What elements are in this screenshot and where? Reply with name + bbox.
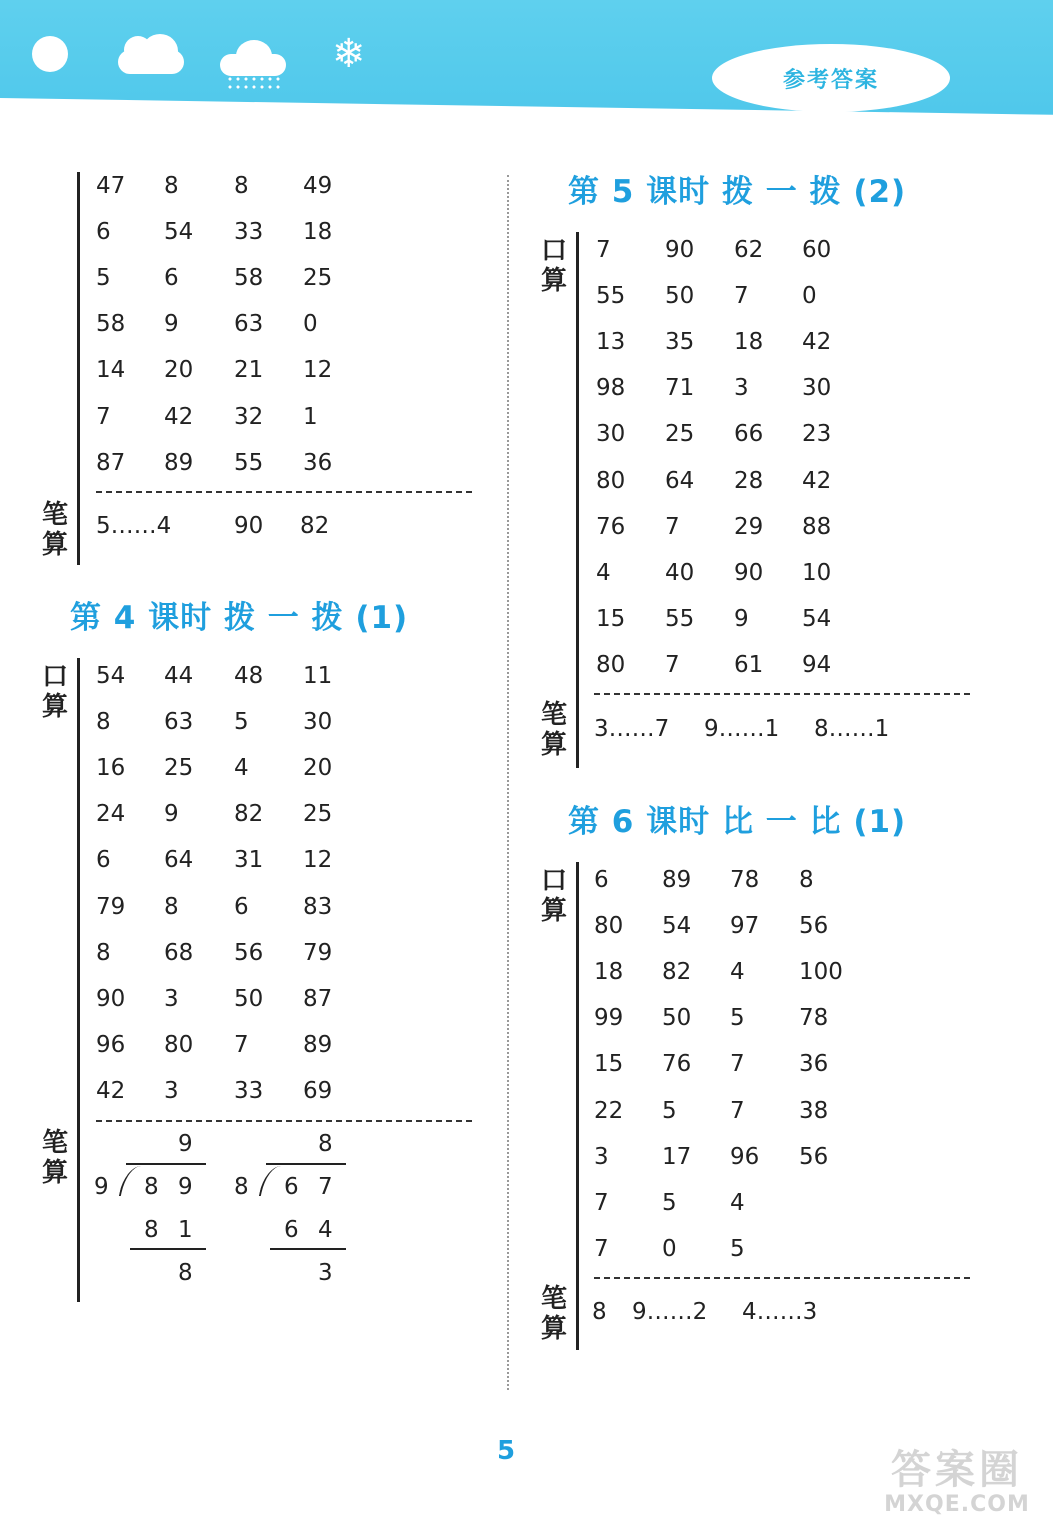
grid-cell: 90 (96, 985, 126, 1012)
divisor: 8 (234, 1174, 249, 1200)
grid-cell: 89 (662, 867, 692, 893)
grid-cell: 55 (234, 449, 264, 476)
lesson-4-dash-separator (96, 1120, 472, 1122)
grid-cell: 25 (303, 265, 333, 292)
grid-cell: 90 (734, 559, 764, 586)
remainder: 3 (318, 1260, 333, 1286)
remainder: 8 (178, 1260, 193, 1286)
division-bar (126, 1163, 206, 1165)
grid-cell: 96 (730, 1143, 760, 1170)
grid-cell: 12 (303, 357, 333, 384)
grid-cell: 9 (164, 311, 179, 338)
grid-cell: 0 (662, 1235, 677, 1262)
grid-cell: 100 (799, 959, 843, 986)
divisor: 9 (94, 1174, 109, 1200)
grid-cell: 17 (662, 1143, 692, 1170)
grid-cell: 8 (164, 173, 179, 199)
grid-cell: 0 (303, 311, 318, 338)
grid-cell: 31 (234, 847, 264, 874)
grid-cell: 8 (164, 893, 179, 920)
division-bracket (259, 1166, 281, 1196)
grid-cell: 89 (303, 1031, 333, 1058)
site-watermark (872, 1448, 1042, 1518)
grid-cell: 68 (164, 939, 194, 966)
grid-cell: 30 (802, 375, 832, 402)
grid-cell: 9 (734, 605, 749, 632)
grid-cell: 10 (802, 559, 832, 586)
grid-cell: 61 (734, 651, 764, 678)
product-digit: 8 (144, 1217, 159, 1243)
grid-cell: 4 (730, 1189, 745, 1216)
grid-cell: 13 (596, 329, 626, 356)
grid-cell: 78 (730, 867, 760, 893)
grid-cell: 78 (799, 1005, 829, 1032)
grid-cell: 25 (164, 755, 194, 782)
grid-cell: 20 (164, 357, 194, 384)
written-answer: 9……2 (632, 1299, 708, 1325)
grid-cell: 24 (96, 801, 126, 828)
grid-cell: 80 (164, 1031, 194, 1058)
grid-cell: 6 (164, 265, 179, 292)
grid-cell: 58 (96, 311, 126, 338)
lesson-4-vertical-rule (77, 658, 80, 1302)
grid-cell: 7 (594, 1189, 609, 1216)
written-answer: 82 (300, 513, 330, 539)
grid-cell: 8 (234, 173, 249, 199)
grid-cell: 48 (234, 663, 264, 689)
grid-cell: 38 (799, 1097, 829, 1124)
grid-cell: 60 (802, 237, 832, 263)
grid-cell: 6 (96, 847, 111, 874)
grid-cell: 4 (730, 959, 745, 986)
grid-cell: 18 (303, 219, 333, 246)
grid-cell: 42 (96, 1077, 126, 1104)
grid-cell: 71 (665, 375, 695, 402)
grid-cell: 50 (234, 985, 264, 1012)
grid-cell: 69 (303, 1077, 333, 1104)
subtraction-bar (270, 1248, 346, 1250)
grid-cell: 79 (96, 893, 126, 920)
grid-cell: 42 (164, 403, 194, 430)
grid-cell: 82 (234, 801, 264, 828)
grid-cell: 5 (234, 709, 249, 736)
grid-cell: 4 (234, 755, 249, 782)
division-bracket (119, 1166, 141, 1196)
written-calc-label: 笔算 (41, 500, 68, 560)
product-digit: 1 (178, 1217, 193, 1243)
dividend-digit: 7 (318, 1174, 333, 1200)
grid-cell: 87 (96, 449, 126, 476)
grid-cell: 55 (596, 283, 626, 310)
grid-cell: 7 (596, 237, 611, 263)
left-top-dash-separator (96, 491, 472, 493)
grid-cell: 8 (96, 709, 111, 736)
written-answer: 8 (592, 1299, 607, 1325)
grid-cell: 7 (234, 1031, 249, 1058)
grid-cell: 11 (303, 663, 333, 689)
grid-cell: 7 (734, 283, 749, 310)
grid-cell: 3 (594, 1143, 609, 1170)
grid-cell: 5 (730, 1235, 745, 1262)
grid-cell: 56 (799, 1143, 829, 1170)
written-calc-label: 笔算 (540, 700, 567, 760)
grid-cell: 99 (594, 1005, 624, 1032)
grid-cell: 56 (799, 913, 829, 940)
quotient: 9 (178, 1131, 193, 1157)
grid-cell: 0 (802, 283, 817, 310)
grid-cell: 16 (96, 755, 126, 782)
grid-cell: 30 (303, 709, 333, 736)
grid-cell: 54 (164, 219, 194, 246)
grid-cell: 28 (734, 467, 764, 494)
grid-cell: 7 (665, 651, 680, 678)
column-divider (507, 175, 509, 1390)
grid-cell: 7 (96, 403, 111, 430)
grid-cell: 12 (303, 847, 333, 874)
written-answer: 3……7 (594, 716, 670, 742)
grid-cell: 35 (665, 329, 695, 356)
grid-cell: 54 (662, 913, 692, 940)
grid-cell: 87 (303, 985, 333, 1012)
grid-cell: 22 (594, 1097, 624, 1124)
grid-cell: 25 (303, 801, 333, 828)
snowflake-icon: ❄ (332, 31, 366, 77)
grid-cell: 7 (730, 1097, 745, 1124)
grid-cell: 3 (164, 985, 179, 1012)
grid-cell: 15 (596, 605, 626, 632)
grid-cell: 83 (303, 893, 333, 920)
answer-badge-label: 参考答案 (782, 67, 879, 93)
lesson-5-dash-separator (594, 693, 970, 695)
grid-cell: 80 (596, 651, 626, 678)
lesson-6-vertical-rule (576, 862, 579, 1350)
grid-cell: 66 (734, 421, 764, 448)
grid-cell: 33 (234, 1077, 264, 1104)
grid-cell: 47 (96, 173, 126, 199)
grid-cell: 4 (596, 559, 611, 586)
grid-cell: 9 (164, 801, 179, 828)
grid-cell: 7 (594, 1235, 609, 1262)
sun-icon (32, 36, 68, 72)
grid-cell: 76 (596, 513, 626, 540)
grid-cell: 55 (665, 605, 695, 632)
oral-calc-label: 口算 (41, 662, 68, 722)
grid-cell: 3 (164, 1077, 179, 1104)
written-answer: 4……3 (742, 1299, 818, 1325)
dividend-digit: 9 (178, 1174, 193, 1200)
grid-cell: 89 (164, 449, 194, 476)
oral-calc-label: 口算 (540, 866, 567, 926)
lesson-6-title: 第 6 课时 比 一 比 (1) (568, 804, 907, 840)
grid-cell: 76 (662, 1051, 692, 1078)
grid-cell: 18 (594, 959, 624, 986)
grid-cell: 23 (802, 421, 832, 448)
grid-cell: 54 (802, 605, 832, 632)
written-calc-label: 笔算 (41, 1128, 68, 1188)
raindrops-icon (226, 75, 282, 91)
grid-cell: 63 (164, 709, 194, 736)
watermark-title: 答案圈 (891, 1447, 1023, 1493)
grid-cell: 20 (303, 755, 333, 782)
grid-cell: 3 (734, 375, 749, 402)
grid-cell: 42 (802, 467, 832, 494)
grid-cell: 79 (303, 939, 333, 966)
grid-cell: 54 (96, 663, 126, 689)
grid-cell: 88 (802, 513, 832, 540)
grid-cell: 64 (665, 467, 695, 494)
grid-cell: 7 (665, 513, 680, 540)
oral-calc-label: 口算 (540, 236, 567, 296)
lesson-4-title: 第 4 课时 拨 一 拨 (1) (70, 600, 409, 636)
grid-cell: 58 (234, 265, 264, 292)
grid-cell: 80 (594, 913, 624, 940)
written-answer: 9……1 (704, 716, 780, 742)
product-digit: 6 (284, 1217, 299, 1243)
grid-cell: 63 (234, 311, 264, 338)
grid-cell: 42 (802, 329, 832, 356)
grid-cell: 44 (164, 663, 194, 689)
lesson-5-title: 第 5 课时 拨 一 拨 (2) (568, 174, 907, 210)
grid-cell: 18 (734, 329, 764, 356)
grid-cell: 94 (802, 651, 832, 678)
grid-cell: 50 (662, 1005, 692, 1032)
grid-cell: 49 (303, 173, 333, 199)
grid-cell: 50 (665, 283, 695, 310)
grid-cell: 36 (303, 449, 333, 476)
subtraction-bar (130, 1248, 206, 1250)
grid-cell: 90 (665, 237, 695, 263)
grid-cell: 64 (164, 847, 194, 874)
grid-cell: 5 (96, 265, 111, 292)
product-digit: 4 (318, 1217, 333, 1243)
dividend-digit: 8 (144, 1174, 159, 1200)
cloud-sun-icon (118, 30, 188, 76)
grid-cell: 40 (665, 559, 695, 586)
written-answer: 90 (234, 513, 264, 539)
grid-cell: 36 (799, 1051, 829, 1078)
grid-cell: 32 (234, 403, 264, 430)
grid-cell: 5 (662, 1097, 677, 1124)
grid-cell: 7 (730, 1051, 745, 1078)
grid-cell: 6 (96, 219, 111, 246)
page-number: 5 (496, 1436, 516, 1466)
rain-cloud-icon (220, 40, 288, 76)
watermark-domain: MXQE.COM (884, 1492, 1030, 1517)
grid-cell: 62 (734, 237, 764, 263)
grid-cell: 56 (234, 939, 264, 966)
grid-cell: 6 (234, 893, 249, 920)
lesson-5-vertical-rule (576, 232, 579, 768)
grid-cell: 21 (234, 357, 264, 384)
grid-cell: 6 (594, 867, 609, 893)
written-answer: 8……1 (814, 716, 890, 742)
grid-cell: 15 (594, 1051, 624, 1078)
grid-cell: 29 (734, 513, 764, 540)
grid-cell: 98 (596, 375, 626, 402)
answer-badge (712, 44, 950, 112)
left-top-vertical-rule (77, 172, 80, 565)
grid-cell: 1 (303, 403, 318, 430)
grid-cell: 33 (234, 219, 264, 246)
written-calc-label: 笔算 (540, 1284, 567, 1344)
grid-cell: 30 (596, 421, 626, 448)
grid-cell: 96 (96, 1031, 126, 1058)
grid-cell: 8 (799, 867, 814, 893)
grid-cell: 25 (665, 421, 695, 448)
grid-cell: 5 (730, 1005, 745, 1032)
grid-cell: 80 (596, 467, 626, 494)
grid-cell: 82 (662, 959, 692, 986)
division-bar (266, 1163, 346, 1165)
quotient: 8 (318, 1131, 333, 1157)
grid-cell: 8 (96, 939, 111, 966)
grid-cell: 5 (662, 1189, 677, 1216)
grid-cell: 14 (96, 357, 126, 384)
lesson-6-dash-separator (594, 1277, 970, 1279)
grid-cell: 97 (730, 913, 760, 940)
dividend-digit: 6 (284, 1174, 299, 1200)
written-answer: 5……4 (96, 513, 172, 539)
